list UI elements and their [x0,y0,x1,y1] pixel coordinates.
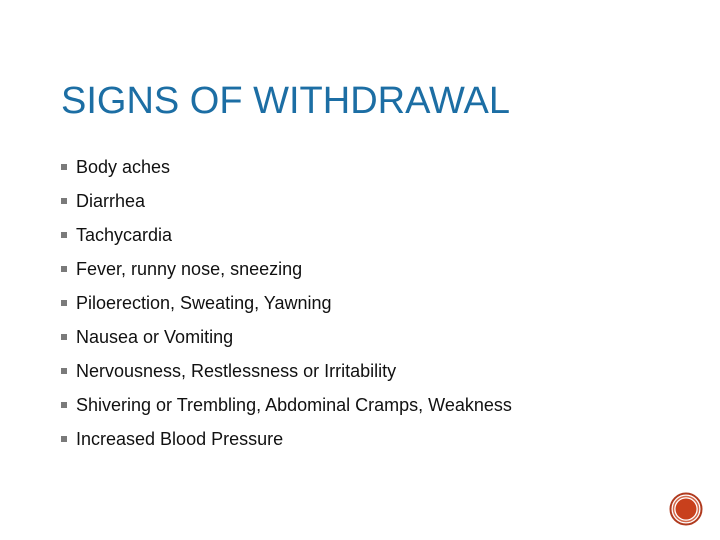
bullet-text: Nausea or Vomiting [76,326,234,347]
square-bullet-icon [61,164,67,170]
square-bullet-icon [61,198,67,204]
bullet-list [61,150,512,456]
square-bullet-icon [61,436,67,442]
slide-title: SIGNS OF WITHDRAWAL [61,80,510,122]
slide-nav-button[interactable] [669,492,703,526]
bullet-text: Body aches [76,156,171,177]
list-item [61,184,512,218]
list-item [61,286,512,320]
square-bullet-icon [61,402,67,408]
square-bullet-icon [61,334,67,340]
bullet-text: Fever, runny nose, sneezing [76,258,303,279]
bullet-text: Shivering or Trembling, Abdominal Cramps, Weakness [76,394,512,415]
list-item [61,422,512,456]
list-item [61,150,512,184]
square-bullet-icon [61,300,67,306]
circle-button-icon [669,492,703,526]
list-item [61,388,512,422]
square-bullet-icon [61,266,67,272]
square-bullet-icon [61,368,67,374]
bullet-text: Tachycardia [76,224,173,245]
bullet-text: Increased Blood Pressure [76,428,284,449]
square-bullet-icon [61,232,67,238]
list-item [61,354,512,388]
list-item [61,320,512,354]
list-item [61,218,512,252]
bullet-text: Piloerection, Sweating, Yawning [76,292,332,313]
list-item [61,252,512,286]
bullet-text: Nervousness, Restlessness or Irritability [76,360,397,381]
bullet-text: Diarrhea [76,190,146,211]
